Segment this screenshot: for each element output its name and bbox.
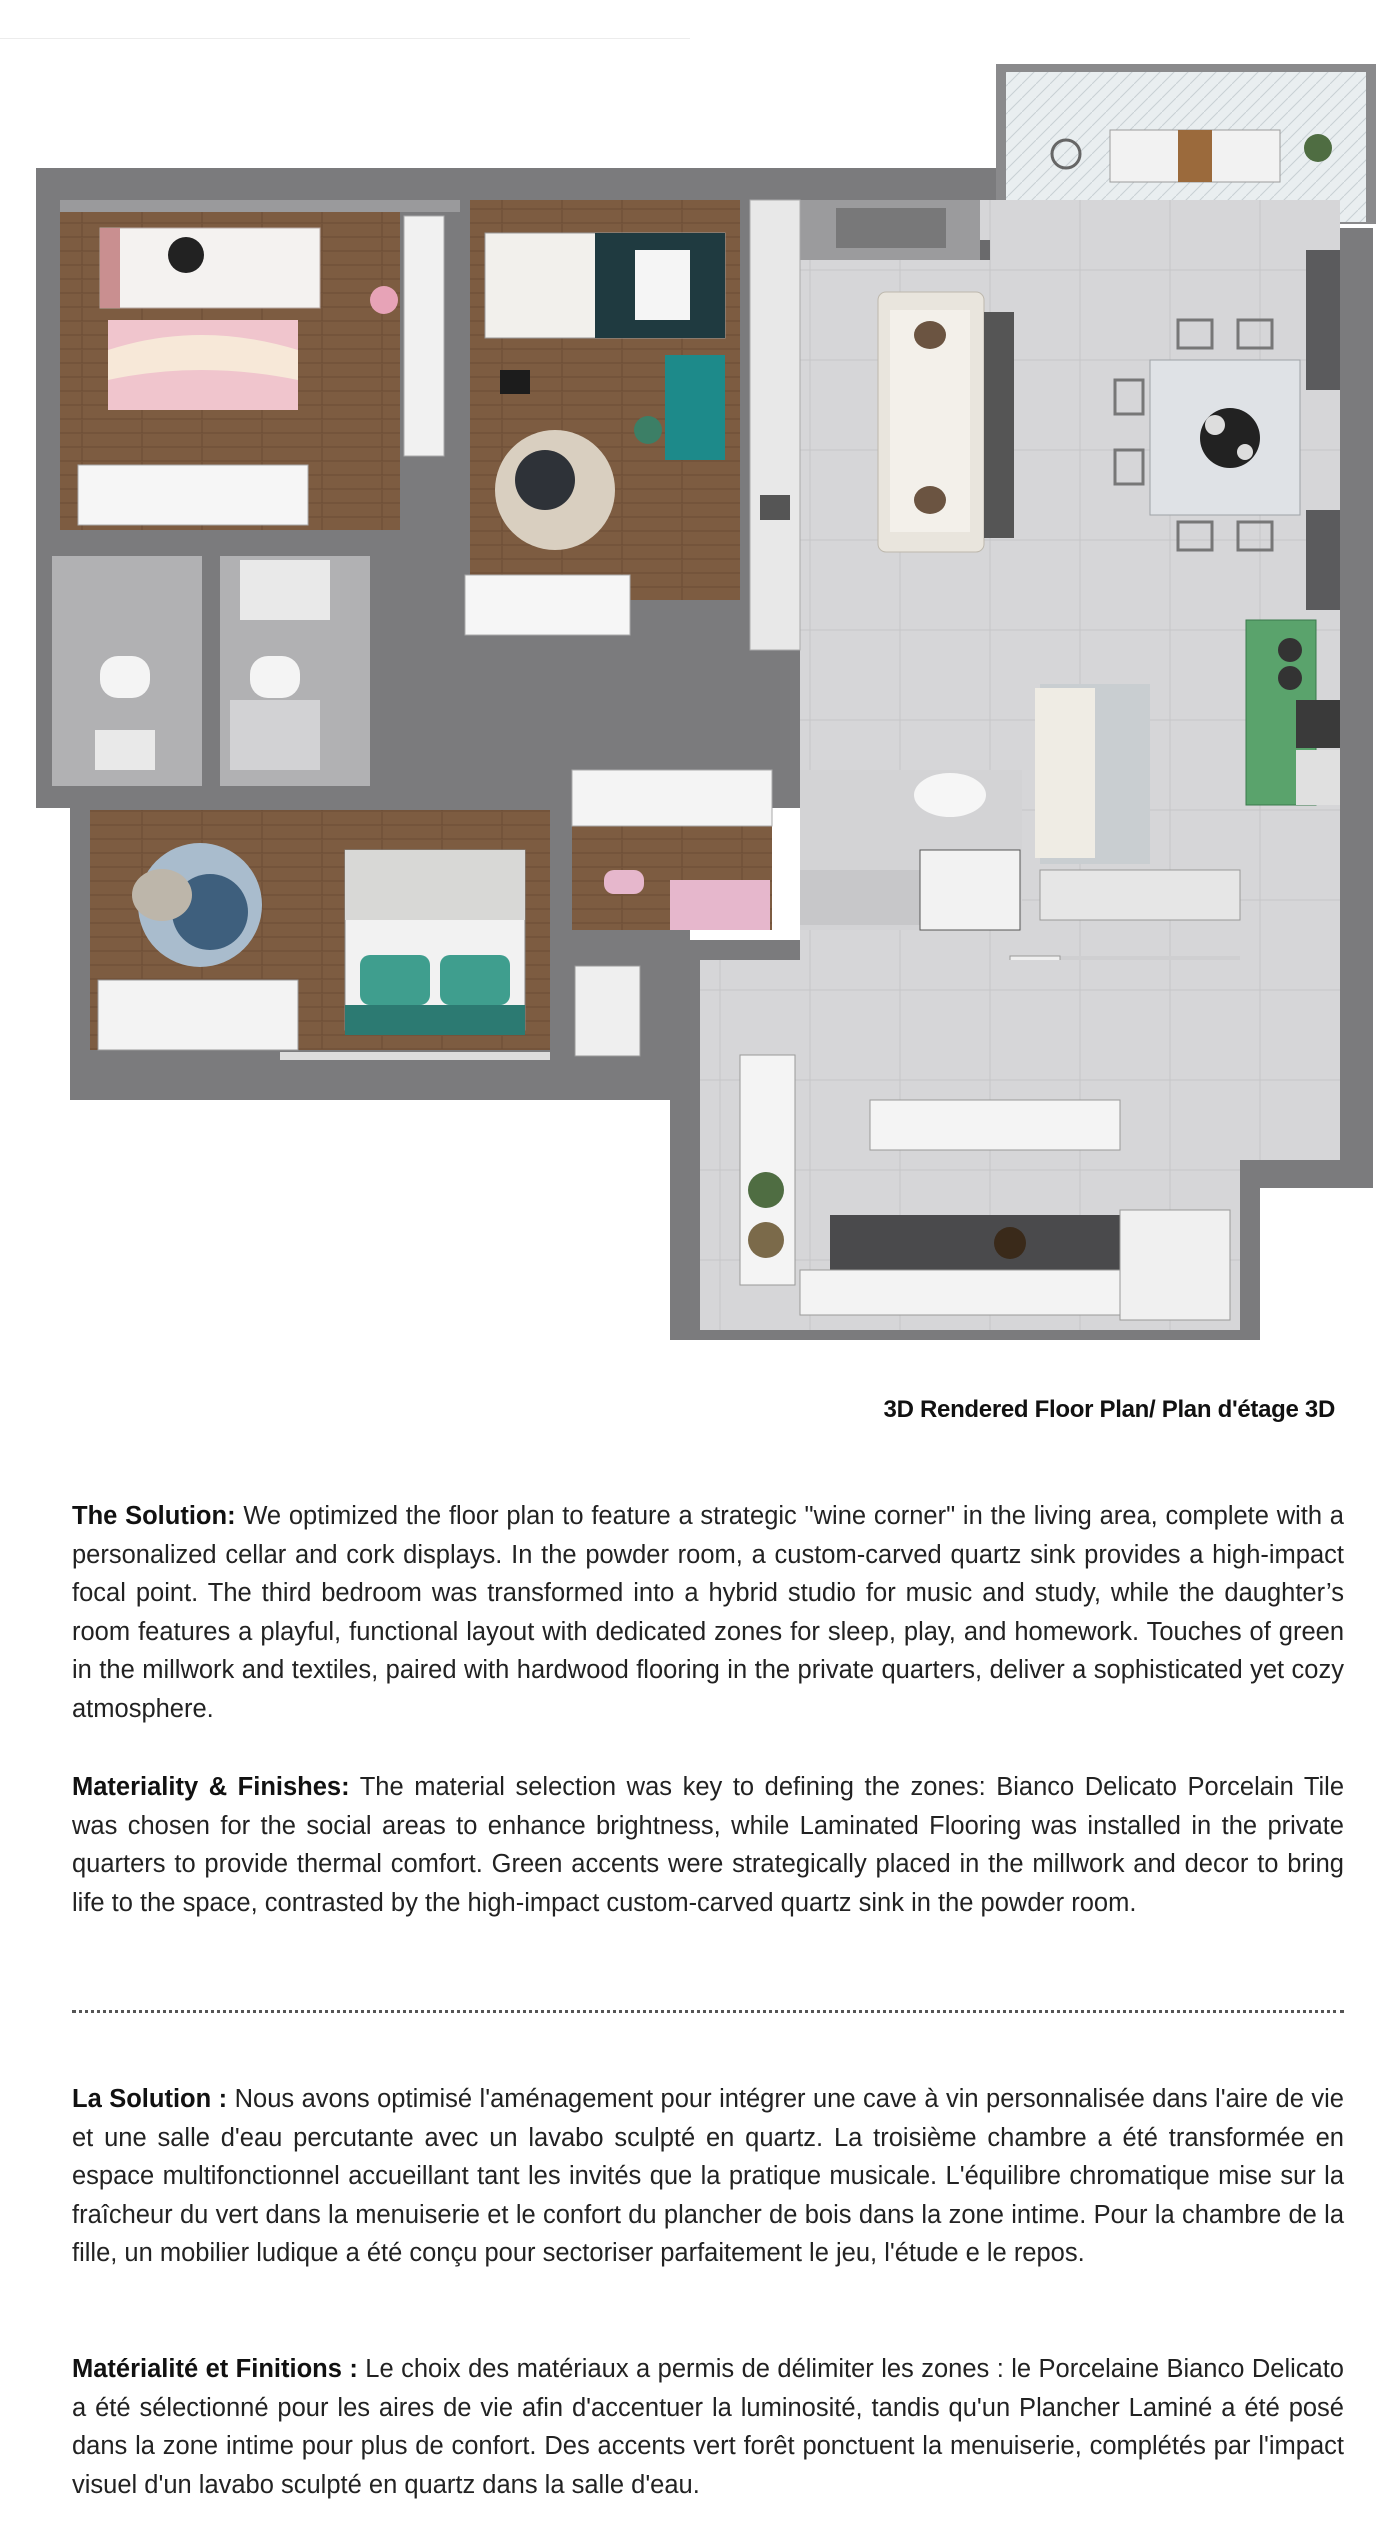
dotted-separator	[72, 2010, 1344, 2017]
sofa	[878, 292, 1014, 552]
materiality-body-fr: Le choix des matériaux a permis de délimiter les zones : le Porcelaine Bianco Delicato a été sélectionné pour les aires de vie afin d'accentuer la luminosité, tandis qu'un Plancher Laminé a été posé dans la zone intime pour plus de confort. Des accents vert forêt ponctuent la menuiserie, complétés par l'impact visuel d'un lavabo sculpté en quartz dans la salle d'eau.	[72, 2355, 1344, 2499]
materiality-heading-fr: Matérialité et Finitions :	[72, 2355, 358, 2383]
curtain-right	[1306, 250, 1340, 390]
solution-heading-en: The Solution:	[72, 1502, 236, 1530]
solution-body-en: We optimized the floor plan to feature a strategic "wine corner" in the living area, complete with a personalized cellar and cork displays. In the powder room, a custom-carved quartz sink provides a high-impact focal point. The third bedroom was transformed into a hybrid studio for music and study, while the daughter’s room features a playful, functional layout with dedicated zones for sleep, play, and homework. Touches of green in the millwork and textiles, paired with hardwood flooring in the private quarters, deliver a sophisticated yet cozy atmosphere.	[72, 1502, 1344, 1723]
solution-body-fr: Nous avons optimisé l'aménagement pour intégrer une cave à vin personnalisée dans l'aire de vie et une salle d'eau percutante avec un lavabo sculpté en quartz. La troisième chambre a été transformée en espace multifonctionnel accueillant tant les invités que la pratique musicale. L'équilibre chromatique mise sur la fraîcheur du vert dans la menuiserie et le confort du plancher de bois dans la zone intime. Pour la chambre de la fille, un mobilier ludique a été conçu pour sectoriser parfaitement le jeu, l'étude e le repos.	[72, 2085, 1344, 2267]
plan-caption: 3D Rendered Floor Plan/ Plan d'étage 3D	[883, 1396, 1335, 1423]
materiality-body-en: The material selection was key to defining the zones: Bianco Delicato Porcelain Tile was chosen for the social areas to enhance brightness, while Laminated Flooring was installed in the private quarters to provide thermal comfort. Green accents were strategically placed in the millwork and decor to bring life to the space, contrasted by the high-impact custom-carved quartz sink in the powder room.	[72, 1773, 1345, 1917]
solution-paragraph-en	[72, 1497, 1344, 1728]
solution-paragraph-fr	[72, 2080, 1344, 2273]
materiality-paragraph-fr	[72, 2350, 1344, 2504]
solution-heading-fr: La Solution :	[72, 2085, 228, 2113]
materiality-paragraph-en	[72, 1768, 1344, 1922]
materiality-heading-en: Materiality & Finishes:	[72, 1773, 350, 1801]
